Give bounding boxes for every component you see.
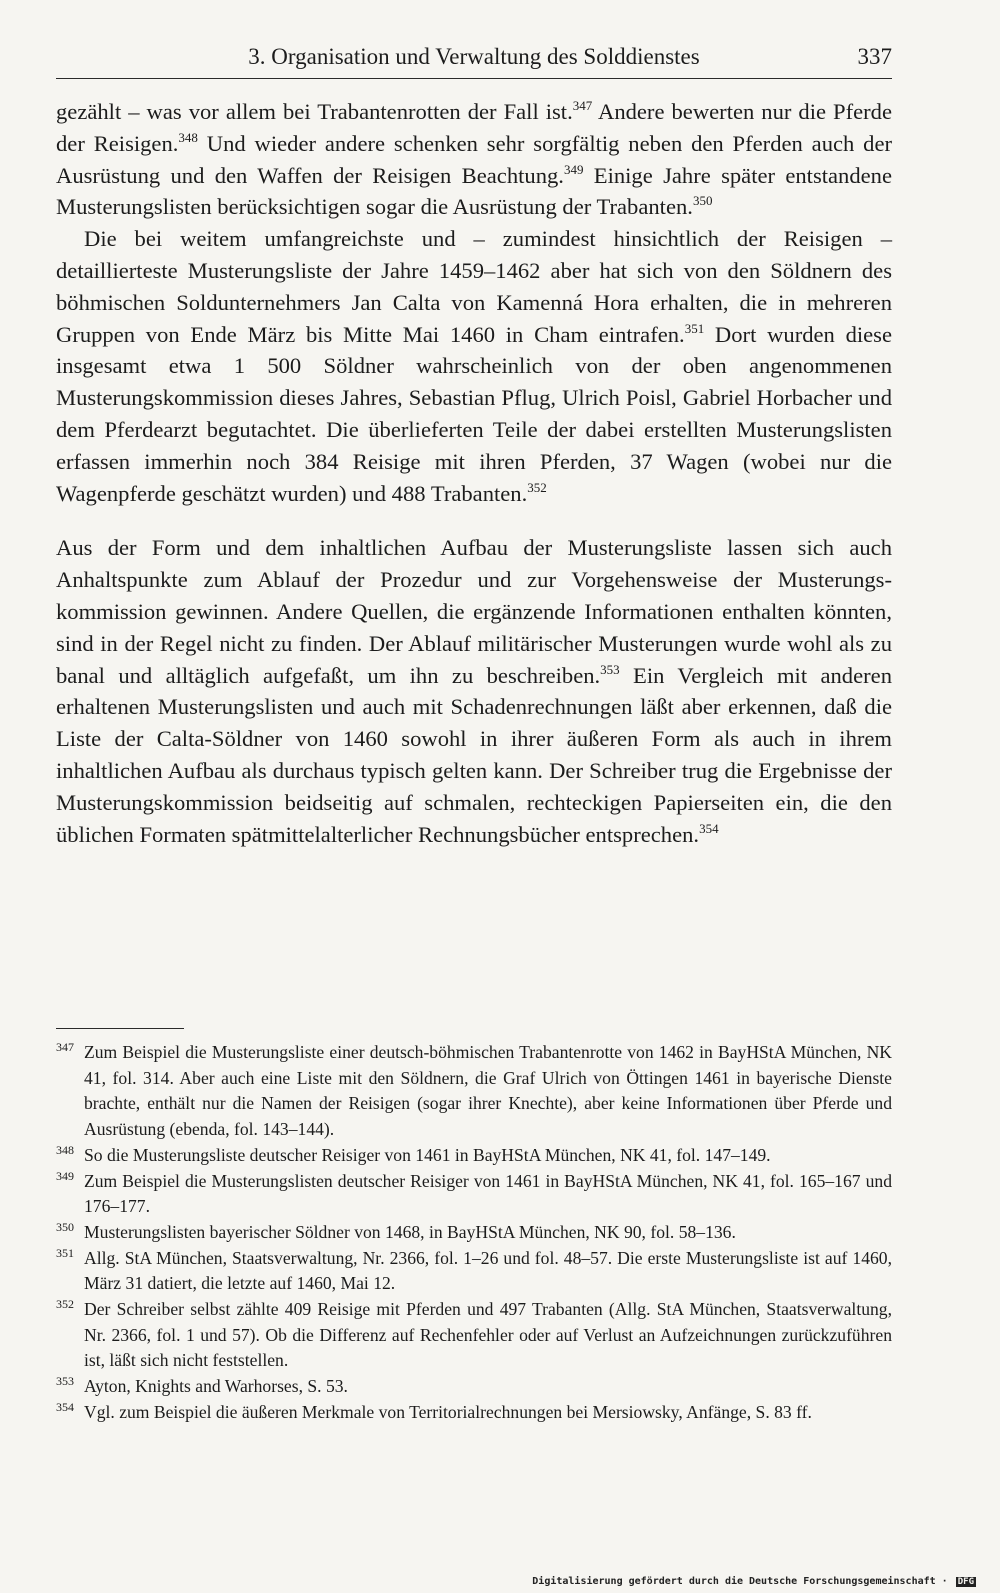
credit-text: Digitalisierung gefördert durch die Deutsche Forschungsgemeinschaft · — [532, 1576, 948, 1587]
footnote — [56, 1400, 892, 1426]
footnote-text: Zum Beispiel die Musterungsliste einer deutsch-böhmischen Trabantenrotte von 1462 in BayHStA München, NK 41, fol. 314. Aber auch eine Liste mit den Söldnern, die Graf Ulrich von Öttingen 1461 in bayerische Dienste brachte, enthält nur die Namen der Reisigen (sogar ihrer Knechte), aber keine Informationen über Pferde und Ausrüstung (ebenda, fol. 143–144). — [84, 1042, 892, 1140]
footnote-reference: 354 — [699, 820, 719, 836]
footnote-number: 354 — [56, 1399, 74, 1414]
paragraph-text: Und wieder andere schenken sehr sorgfältig neben den Pferden auch der Ausrüstung und den Waffen der Reisigen Beachtung. — [56, 130, 893, 188]
footnote-number: 347 — [56, 1040, 74, 1054]
footnote-reference: 349 — [563, 161, 584, 177]
footnote-text: Allg. StA München, Staatsverwaltung, Nr. 2366, fol. 1–26 und fol. 48–57. Die erste Musterungsliste ist auf 1460, März 31 datiert, die letzte auf 1460, Mai 12. — [84, 1247, 892, 1294]
dfg-logo: DFG — [957, 1577, 974, 1587]
footnote-reference: 351 — [684, 320, 705, 336]
footnote-number: 350 — [56, 1219, 74, 1234]
digitization-credit — [532, 1576, 976, 1587]
paragraph-text: Ein Vergleich mit anderen erhaltenen Musterungslisten und auch mit Schadenrechnungen läßt aber erkennen, daß die Liste der Calta-Söldner von 1460 sowohl in ihrer äußeren Form als auch in ihrem inhaltlichen Aufbau als durchaus typisch gelten kann. Der Schreiber trug die Ergebnisse der Musterungskommission beidseitig auf schmalen, rechteckigen Papierseiten ein, die den üblichen Formaten spätmittelalterlicher Rechnungsbücher entsprechen. — [56, 662, 892, 847]
footnote — [56, 1246, 892, 1297]
footnote-reference: 353 — [600, 661, 620, 677]
footnote-text: So die Musterungsliste deutscher Reisiger von 1461 in BayHStA München, NK 41, fol. 147–149. — [84, 1144, 771, 1165]
footnote — [56, 1220, 892, 1246]
paragraph-text: Die bei weitem umfangreichste und – zumindest hinsichtlich der Reisigen – detaillierteste Musterungsliste der Jahre 1459–1462 aber hat sich von den Söldnern des böhmischen Soldunternehmers Jan Calta von Kamenná Hora erhalten, die in mehreren Gruppen von Ende März bis Mitte Mai 1460 in Cham eintrafen. — [56, 226, 892, 347]
running-header — [56, 40, 892, 79]
footnote-separator — [56, 1028, 184, 1029]
footnote — [56, 1143, 892, 1169]
running-title: 3. Organisation und Verwaltung des Solddienstes — [248, 44, 700, 69]
footnote-text: Der Schreiber selbst zählte 409 Reisige mit Pferden und 497 Trabanten (Allg. StA München, Staatsverwaltung, Nr. 2366, fol. 1 und 57). Ob die Differenz auf Rechenfehler oder auf Verlust an Aufzeichnungen zurückzuführen ist, läßt sich nicht feststellen. — [84, 1299, 892, 1371]
footnote-number: 352 — [56, 1297, 74, 1312]
footnote-number: 348 — [56, 1142, 74, 1157]
paragraph-text: Andere bewerten nur die Pferde der Reisigen. — [56, 99, 893, 156]
footnote-reference: 352 — [527, 479, 547, 495]
footnotes — [56, 1040, 892, 1426]
footnote — [56, 1169, 892, 1220]
footnote — [56, 1040, 892, 1143]
footnote — [56, 1297, 892, 1374]
paragraph-text: Aus der Form und dem inhaltlichen Aufbau der Musterungsliste lassen sich auch Anhaltspunkte zum Ablauf der Prozedur und zur Vorgehensweise der Musterungskommission gewinnen. Andere Quellen, die ergänzende Informationen enthalten könnten, sind in der Regel nicht zu finden. Der Ablauf militärischer Musterungen wurde wohl als zu banal und alltäglich aufgefaßt, um ihn zu beschreiben. — [56, 535, 892, 688]
footnote-text: Zum Beispiel die Musterungslisten deutscher Reisiger von 1461 in BayHStA München, NK 41, fol. 165–167 und 176–177. — [84, 1170, 892, 1217]
page-number: 337 — [857, 44, 892, 69]
footnote-text: Ayton, Knights and Warhorses, S. 53. — [84, 1376, 348, 1397]
footnote-reference: 348 — [178, 129, 198, 145]
footnote-number: 349 — [56, 1168, 74, 1183]
body-paragraph — [56, 532, 892, 850]
footnote-reference: 347 — [572, 97, 593, 113]
footnote-number: 353 — [56, 1374, 74, 1389]
footnote-number: 351 — [56, 1245, 74, 1260]
footnote-text: Musterungslisten bayerischer Söldner von 1468, in BayHStA München, NK 90, fol. 58–136. — [84, 1221, 736, 1242]
body-paragraph — [56, 223, 892, 509]
paragraph-text: gezählt – was vor allem bei Trabantenrotten der Fall ist. — [56, 99, 573, 124]
body-paragraph — [56, 96, 892, 223]
body-text — [56, 96, 892, 850]
footnote — [56, 1374, 892, 1400]
footnote-reference: 350 — [692, 193, 713, 209]
paragraph-text: Dort wurden diese insgesamt etwa 1 500 Söldner wahrscheinlich von der oben angenommenen Musterungskommission dieses Jahres, Sebastian Pflug, Ulrich Poisl, Gabriel Horbacher und dem Pferdearzt begutachtet. Die überlieferten Teile der dabei erstellten Musterungslisten erfassen immerhin noch 384 Reisige mit ihren Pferden, 37 Wagen (wobei nur die Wagenpferde geschätzt wurden) und 488 Trabanten. — [56, 321, 892, 506]
paragraph-text: Einige Jahre später entstandene Musterungslisten berücksichtigen sogar die Ausrüstung der Trabanten. — [56, 162, 893, 220]
footnote-text: Vgl. zum Beispiel die äußeren Merkmale von Territorialrechnungen bei Mersiowsky, Anfänge, S. 83 ff. — [84, 1401, 812, 1422]
